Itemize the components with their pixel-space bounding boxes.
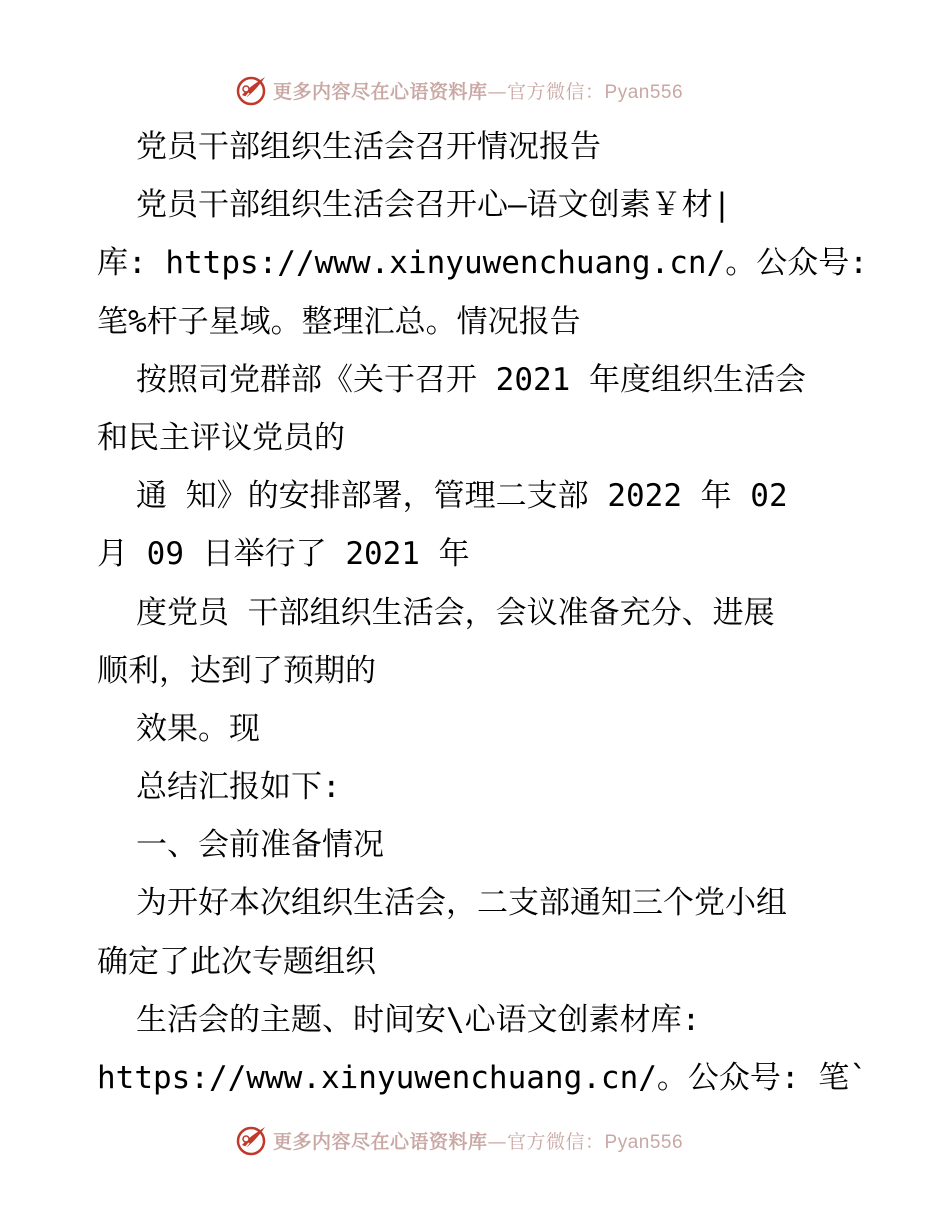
watermark-banner-bottom	[0, 1122, 950, 1158]
document-line: 通 知》的安排部署，管理二支部 2022 年 02	[136, 478, 788, 515]
document-line: https://www.xinyuwenchuang.cn/。公众号: 笔`	[97, 1060, 868, 1096]
watermark-content	[235, 72, 683, 108]
document-line: 月 09 日举行了 2021 年	[97, 536, 470, 573]
document-line: 笔%杆子星域。整理汇总。情况报告	[97, 303, 581, 340]
document-line: 度党员 干部组织生活会，会议准备充分、进展	[136, 594, 775, 631]
section-heading: 一、会前准备情况	[136, 827, 384, 864]
document-line: 为开好本次组织生活会，二支部通知三个党小组	[136, 885, 787, 922]
quill-logo-icon	[235, 1123, 269, 1157]
watermark-official-label: 官方微信：	[507, 80, 605, 103]
document-line: 库: https://www.xinyuwenchuang.cn/。公众号:	[97, 245, 868, 282]
document-line: 效果。现	[136, 710, 260, 747]
watermark-banner-top	[0, 72, 950, 108]
document-line: 党员干部组织生活会召开情况报告	[136, 129, 601, 165]
watermark-separator: —	[487, 1130, 508, 1153]
watermark-text	[273, 77, 683, 104]
document-line: 顺利，达到了预期的	[97, 652, 376, 689]
document-body	[97, 118, 868, 1107]
watermark-separator: —	[487, 80, 508, 103]
document-line: 确定了此次专题组织	[97, 943, 376, 980]
watermark-main-text: 更多内容尽在心语资料库	[273, 80, 488, 103]
document-line: 总结汇报如下:	[136, 769, 341, 806]
watermark-official-label: 官方微信：	[507, 1130, 605, 1153]
watermark-content	[235, 1122, 683, 1158]
watermark-wechat-id: Pyan556	[604, 1131, 684, 1153]
document-line: 党员干部组织生活会召开心—语文创素￥材|	[136, 187, 732, 224]
watermark-text	[273, 1127, 683, 1154]
watermark-main-text: 更多内容尽在心语资料库	[273, 1130, 488, 1153]
document-line: 生活会的主题、时间安\心语文创素材库:	[136, 1001, 701, 1038]
quill-logo-icon	[235, 73, 269, 107]
watermark-wechat-id: Pyan556	[604, 81, 684, 103]
document-line: 按照司党群部《关于召开 2021 年度组织生活会	[136, 361, 806, 398]
document-line: 和民主评议党员的	[97, 419, 345, 456]
